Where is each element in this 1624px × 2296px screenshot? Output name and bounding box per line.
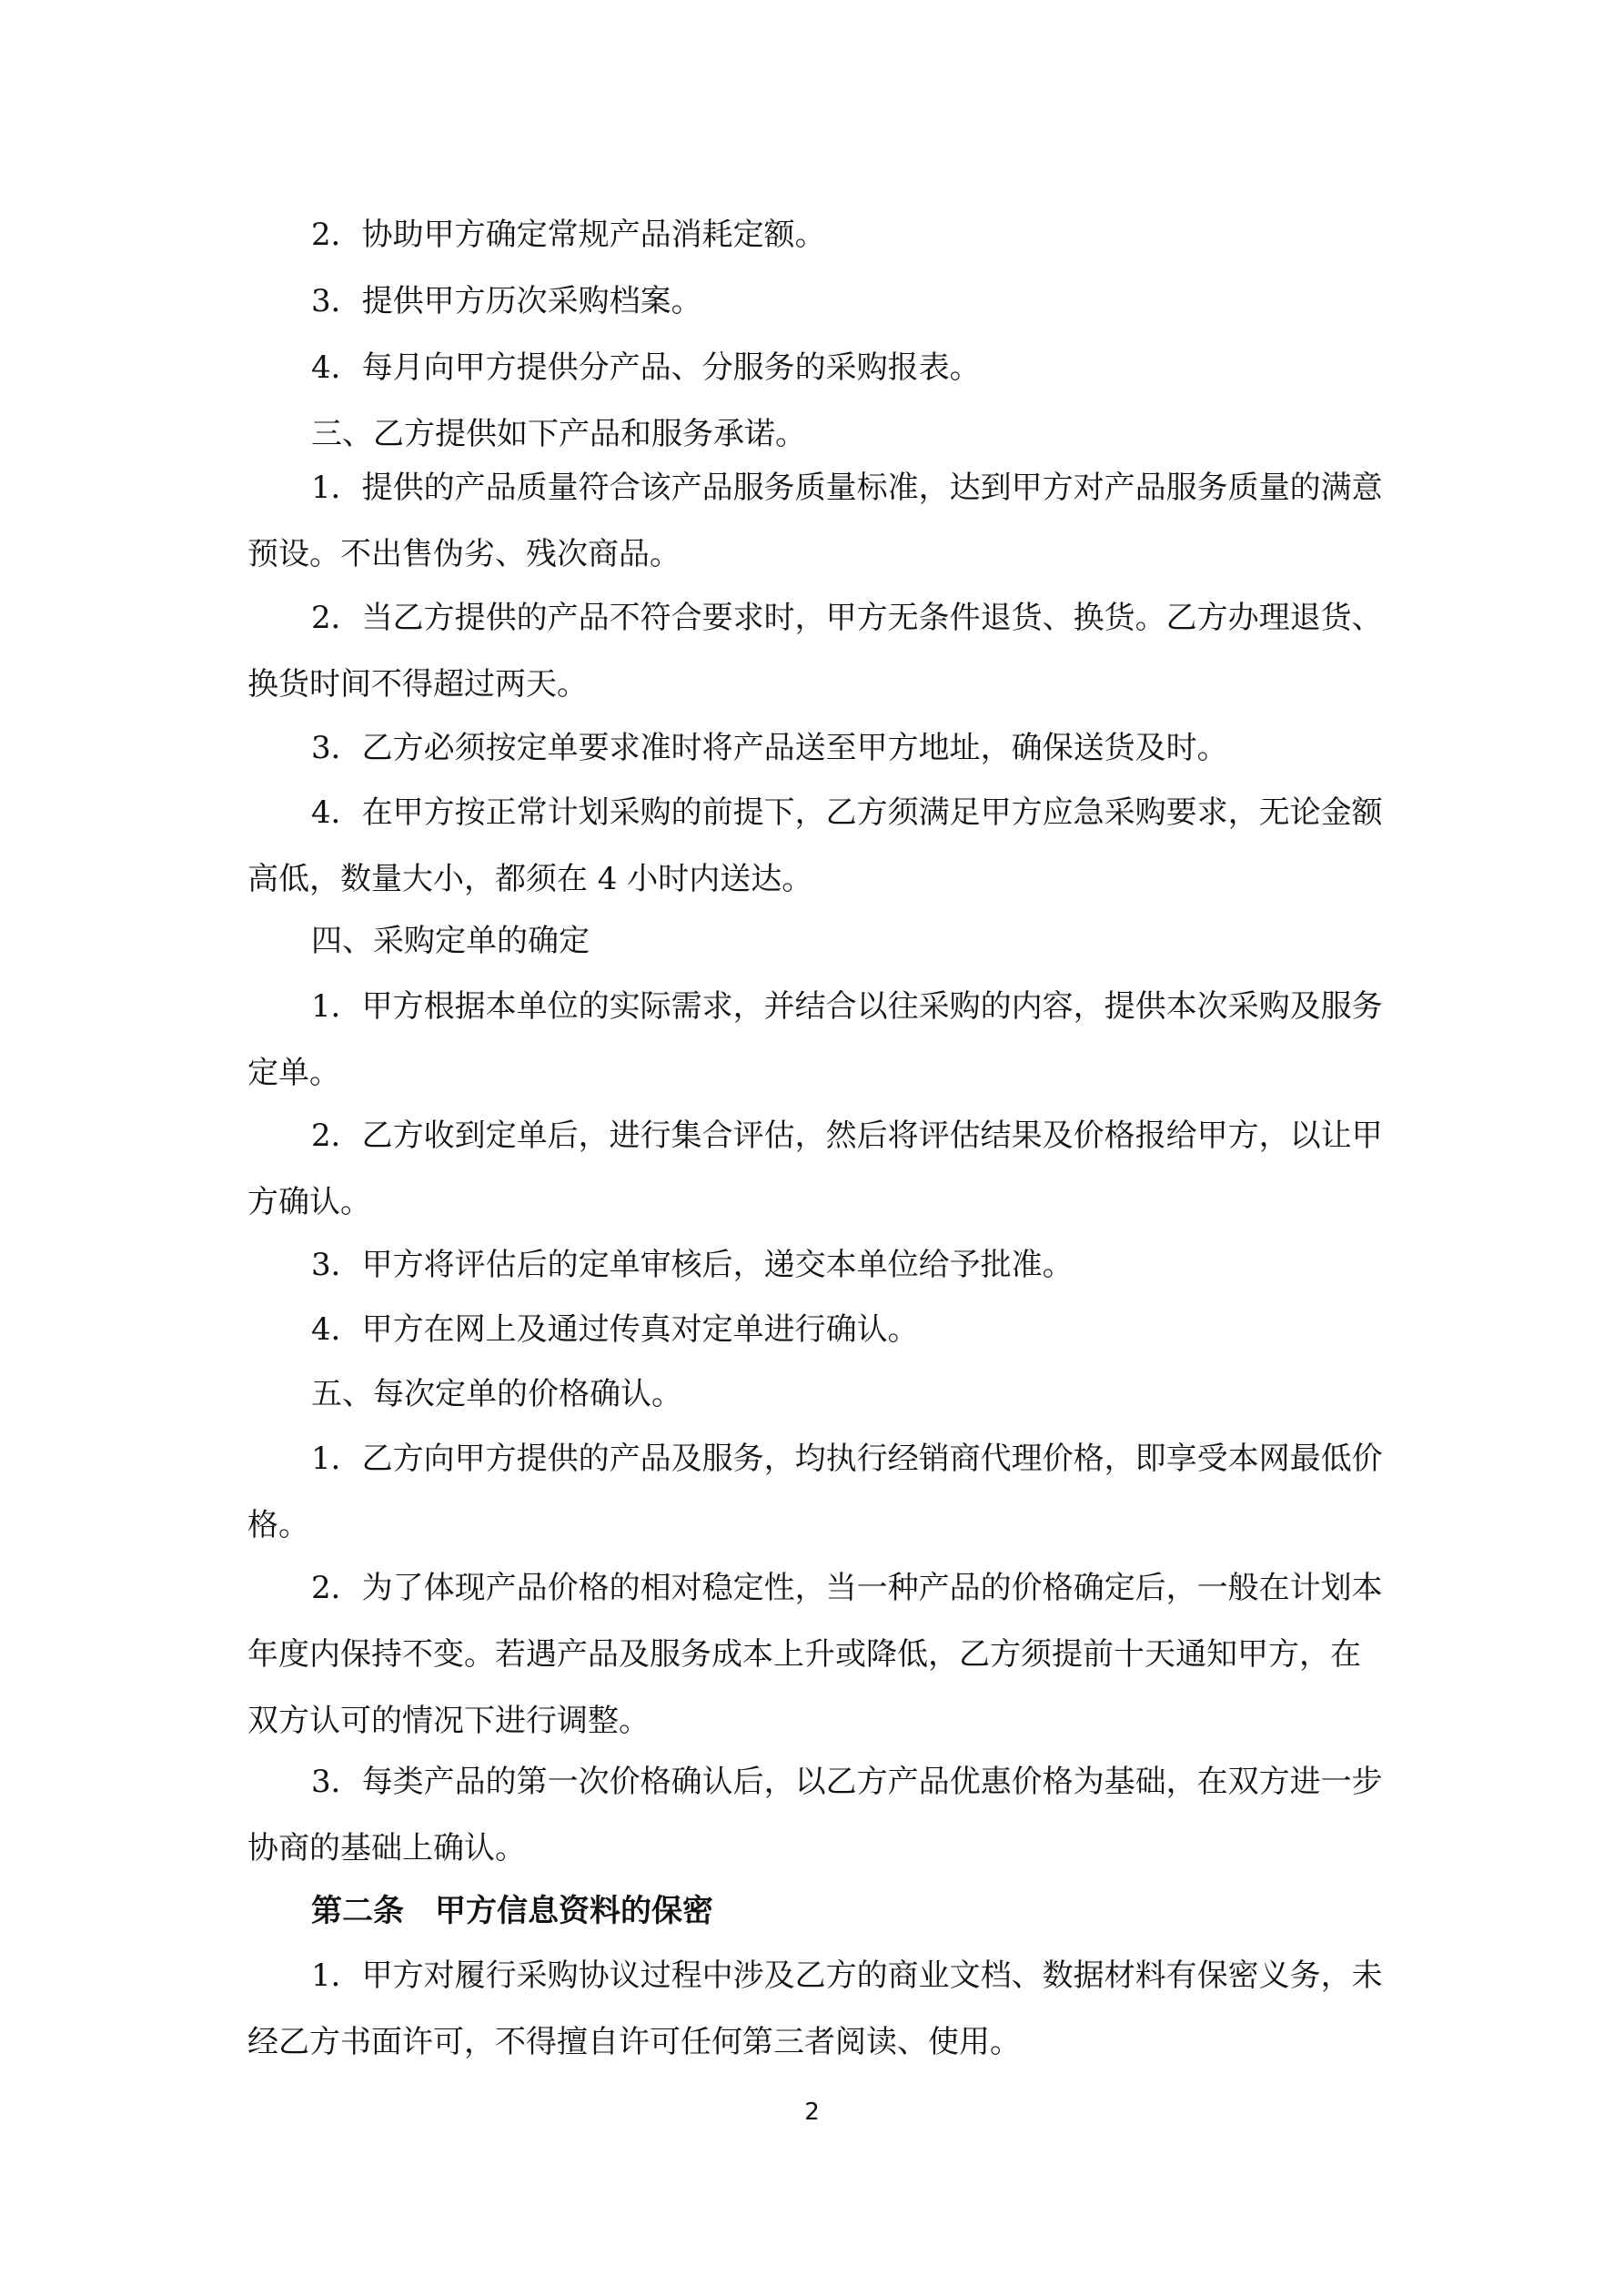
- list-item: 2．为了体现产品价格的相对稳定性，当一种产品的价格确定后，一般在计划本年度内保持不变。若遇产品及服务成本上升或降低，乙方须提前十天通知甲方，在双方认可的情况下进行调整。: [247, 1570, 1383, 1739]
- list-item: 3．每类产品的第一次价格确认后，以乙方产品优惠价格为基础，在双方进一步协商的基础上确认。: [247, 1764, 1383, 1866]
- section-heading: 三、乙方提供如下产品和服务承诺。: [311, 416, 806, 452]
- list-item: 1．乙方向甲方提供的产品及服务，均执行经销商代理价格，即享受本网最低价格。: [247, 1441, 1383, 1543]
- list-item: 1．提供的产品质量符合该产品服务质量标准，达到甲方对产品服务质量的满意预设。不出售伪劣、残次商品。: [247, 470, 1383, 572]
- list-item: 4．每月向甲方提供分产品、分服务的采购报表。: [311, 349, 981, 386]
- list-item: 3．乙方必须按定单要求准时将产品送至甲方地址，确保送货及时。: [311, 730, 1228, 766]
- list-item: 2．当乙方提供的产品不符合要求时，甲方无条件退货、换货。乙方办理退货、换货时间不得超过两天。: [247, 600, 1383, 703]
- article-heading: 第二条 甲方信息资料的保密: [311, 1893, 713, 1929]
- list-item: 3．提供甲方历次采购档案。: [311, 283, 702, 319]
- section-heading: 四、采购定单的确定: [311, 923, 590, 959]
- list-item: 2．协助甲方确定常规产品消耗定额。: [311, 217, 826, 253]
- list-item: 4．甲方在网上及通过传真对定单进行确认。: [311, 1311, 919, 1348]
- list-item: 3．甲方将评估后的定单审核后，递交本单位给予批准。: [311, 1247, 1074, 1283]
- list-item: 2．乙方收到定单后，进行集合评估，然后将评估结果及价格报给甲方，以让甲方确认。: [247, 1118, 1383, 1220]
- list-item: 1．甲方对履行采购协议过程中涉及乙方的商业文档、数据材料有保密义务，未经乙方书面许可，不得擅自许可任何第三者阅读、使用。: [247, 1957, 1383, 2060]
- section-heading: 五、每次定单的价格确认。: [311, 1376, 682, 1412]
- list-item: 4．在甲方按正常计划采购的前提下，乙方须满足甲方应急采购要求，无论金额高低，数量大小，都须在 4 小时内送达。: [247, 794, 1383, 897]
- list-item: 1．甲方根据本单位的实际需求，并结合以往采购的内容，提供本次采购及服务定单。: [247, 988, 1383, 1091]
- page-number: 2: [804, 2099, 820, 2126]
